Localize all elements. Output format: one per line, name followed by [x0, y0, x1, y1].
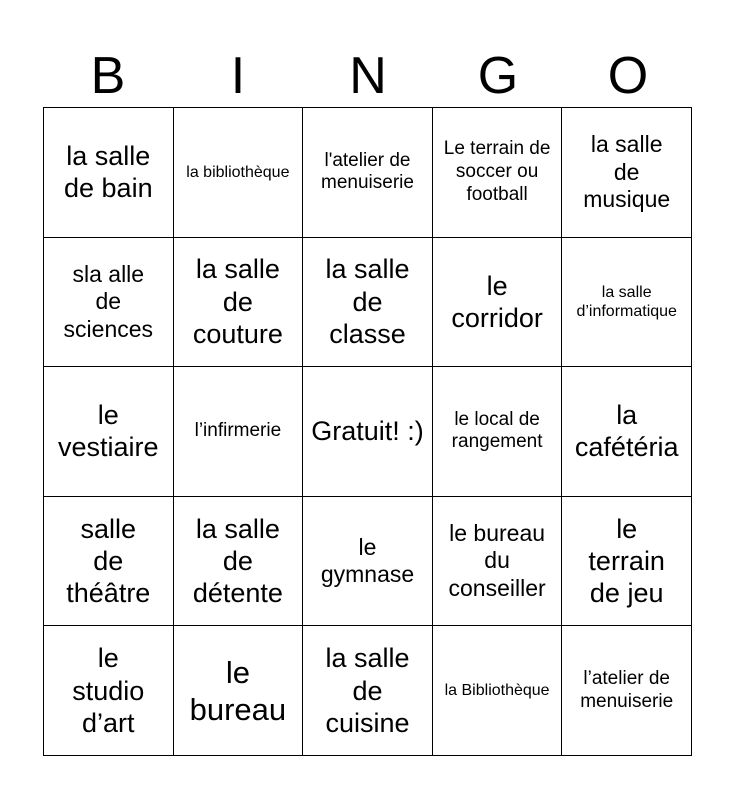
bingo-cell[interactable]	[44, 497, 174, 627]
cell-text: Le terrain de soccer ou football	[443, 138, 551, 205]
bingo-cell[interactable]	[174, 497, 304, 627]
cell-text: la Bibliothèque	[444, 682, 550, 700]
cell-text: la salle de classe	[325, 254, 410, 350]
bingo-cell[interactable]	[44, 626, 174, 756]
cell-text: la salle de détente	[192, 513, 283, 609]
cell-text: le terrain de jeu	[588, 513, 665, 609]
cell-text: la salle de musique	[583, 130, 671, 213]
cell-text: l’atelier de menuiserie	[580, 667, 674, 712]
bingo-cell[interactable]	[44, 367, 174, 497]
cell-text: la salle de bain	[64, 140, 153, 204]
bingo-cell[interactable]	[562, 367, 692, 497]
bingo-cell[interactable]	[433, 238, 563, 368]
bingo-cell[interactable]	[174, 367, 304, 497]
bingo-cell[interactable]	[562, 497, 692, 627]
cell-text: la salle de cuisine	[325, 643, 410, 738]
bingo-cell[interactable]	[562, 238, 692, 368]
bingo-cell[interactable]	[562, 108, 692, 238]
bingo-header	[43, 45, 693, 107]
cell-text: le studio d’art	[72, 643, 145, 738]
cell-text: le gymnase	[320, 533, 415, 588]
bingo-cell[interactable]	[174, 108, 304, 238]
cell-text: le bureau	[189, 654, 287, 727]
header-letter-b: B	[90, 47, 126, 105]
bingo-cell[interactable]	[174, 626, 304, 756]
cell-text: l’infirmerie	[194, 420, 282, 442]
cell-text: sla alle de sciences	[63, 260, 154, 342]
cell-text: le vestiaire	[58, 400, 159, 463]
bingo-cell[interactable]	[303, 108, 433, 238]
cell-text: Gratuit! :)	[311, 416, 424, 447]
bingo-cell[interactable]	[562, 626, 692, 756]
bingo-cell[interactable]	[433, 367, 563, 497]
free-space-cell[interactable]	[303, 367, 433, 497]
bingo-cell[interactable]	[433, 108, 563, 238]
cell-text: la cafétéria	[574, 400, 679, 463]
cell-text: le bureau du conseiller	[448, 519, 546, 601]
bingo-cell[interactable]	[433, 626, 563, 756]
header-letter-i: I	[230, 47, 246, 105]
cell-text: la salle d’informatique	[576, 283, 677, 320]
cell-text: la bibliothèque	[186, 163, 290, 181]
bingo-cell[interactable]	[303, 497, 433, 627]
cell-text: le corridor	[451, 270, 543, 333]
bingo-cell[interactable]	[303, 238, 433, 368]
bingo-cell[interactable]	[44, 238, 174, 368]
cell-text: salle de théâtre	[66, 513, 151, 609]
cell-text: l'atelier de menuiserie	[321, 149, 414, 194]
header-letter-g: G	[477, 47, 519, 105]
header-letter-o: O	[607, 47, 649, 105]
bingo-cell[interactable]	[174, 238, 304, 368]
bingo-cell[interactable]	[303, 626, 433, 756]
header-letter-n: N	[349, 47, 387, 105]
bingo-grid	[43, 107, 692, 756]
cell-text: la salle de couture	[192, 254, 283, 350]
bingo-cell[interactable]	[433, 497, 563, 627]
cell-text: le local de rangement	[451, 408, 543, 453]
bingo-cell[interactable]	[44, 108, 174, 238]
